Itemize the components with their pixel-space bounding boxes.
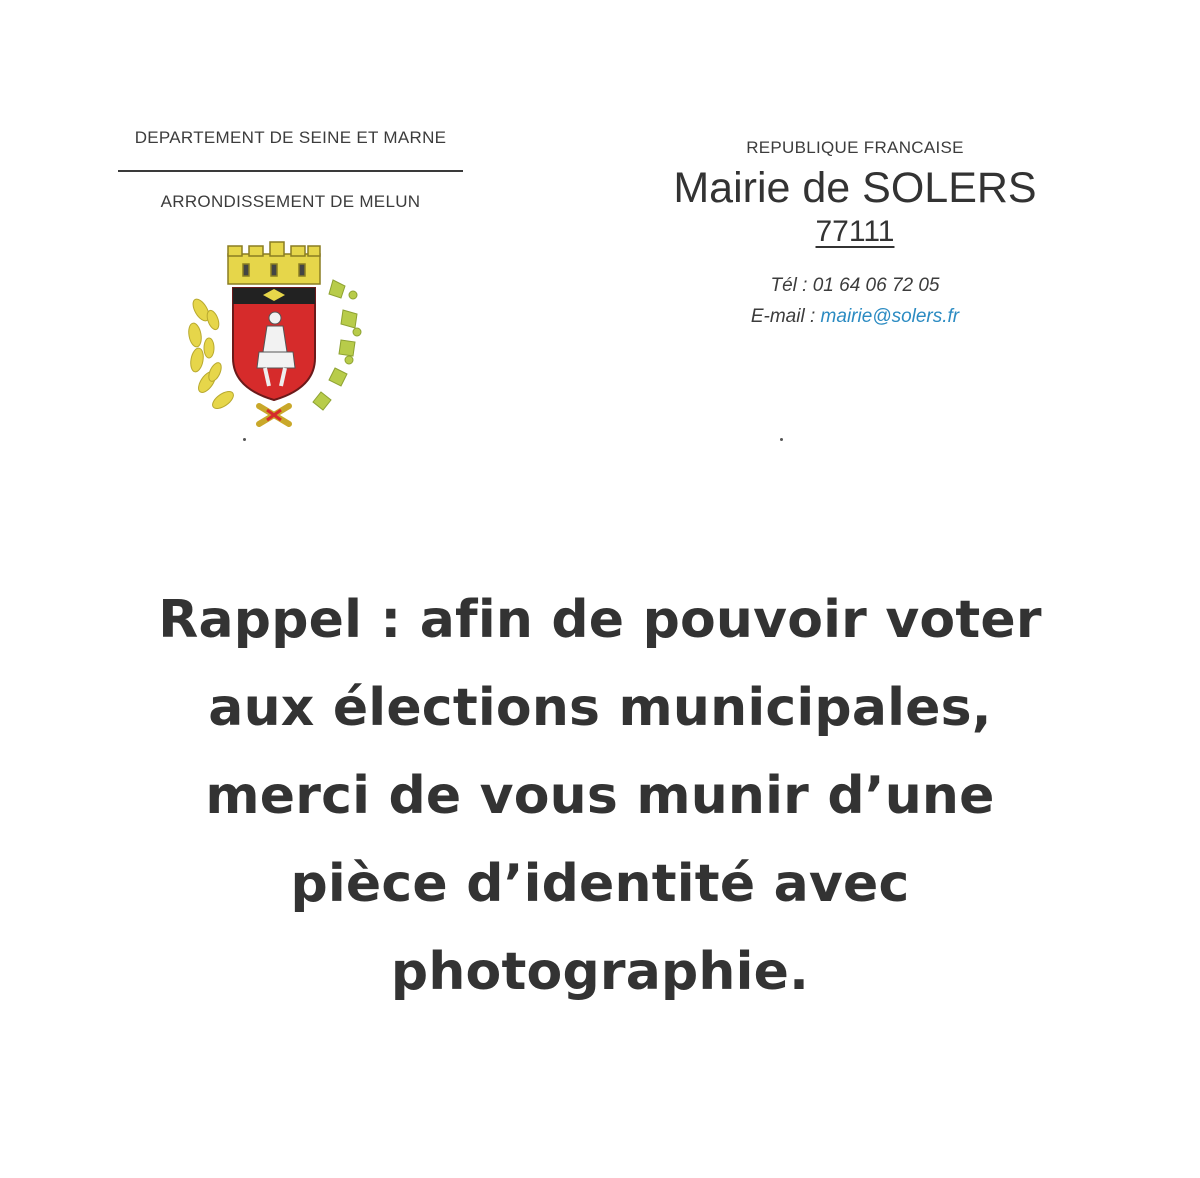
header-divider (118, 170, 463, 172)
contact-info (640, 271, 1070, 332)
phone-label: Tél : (770, 275, 813, 297)
reminder-message (80, 576, 1120, 1016)
email-link[interactable]: mairie@solers.fr (820, 305, 960, 327)
republique-label: REPUBLIQUE FRANCAISE (746, 138, 964, 157)
scan-speck (780, 438, 783, 441)
department-label: DEPARTEMENT DE SEINE ET MARNE (134, 128, 447, 147)
email-label: E-mail : (750, 305, 821, 327)
message-line: Rappel : afin de pouvoir voter (158, 590, 1042, 650)
phone-value: 01 64 06 72 05 (812, 275, 940, 297)
mairie-title: Mairie de SOLERS (673, 164, 1037, 212)
scan-speck (243, 438, 246, 441)
postal-code: 77111 (815, 215, 895, 249)
message-line: aux élections municipales, (208, 678, 992, 738)
phone-line (640, 271, 1070, 301)
arrondissement-label: ARRONDISSEMENT DE MELUN (160, 192, 421, 211)
message-line: pièce d’identité avec (290, 854, 910, 914)
message-line: photographie. (390, 942, 810, 1002)
coat-of-arms-icon (183, 240, 365, 430)
message-line: merci de vous munir d’une (205, 766, 995, 826)
left-header (118, 128, 463, 212)
right-header (640, 138, 1070, 332)
email-line (640, 302, 1070, 332)
